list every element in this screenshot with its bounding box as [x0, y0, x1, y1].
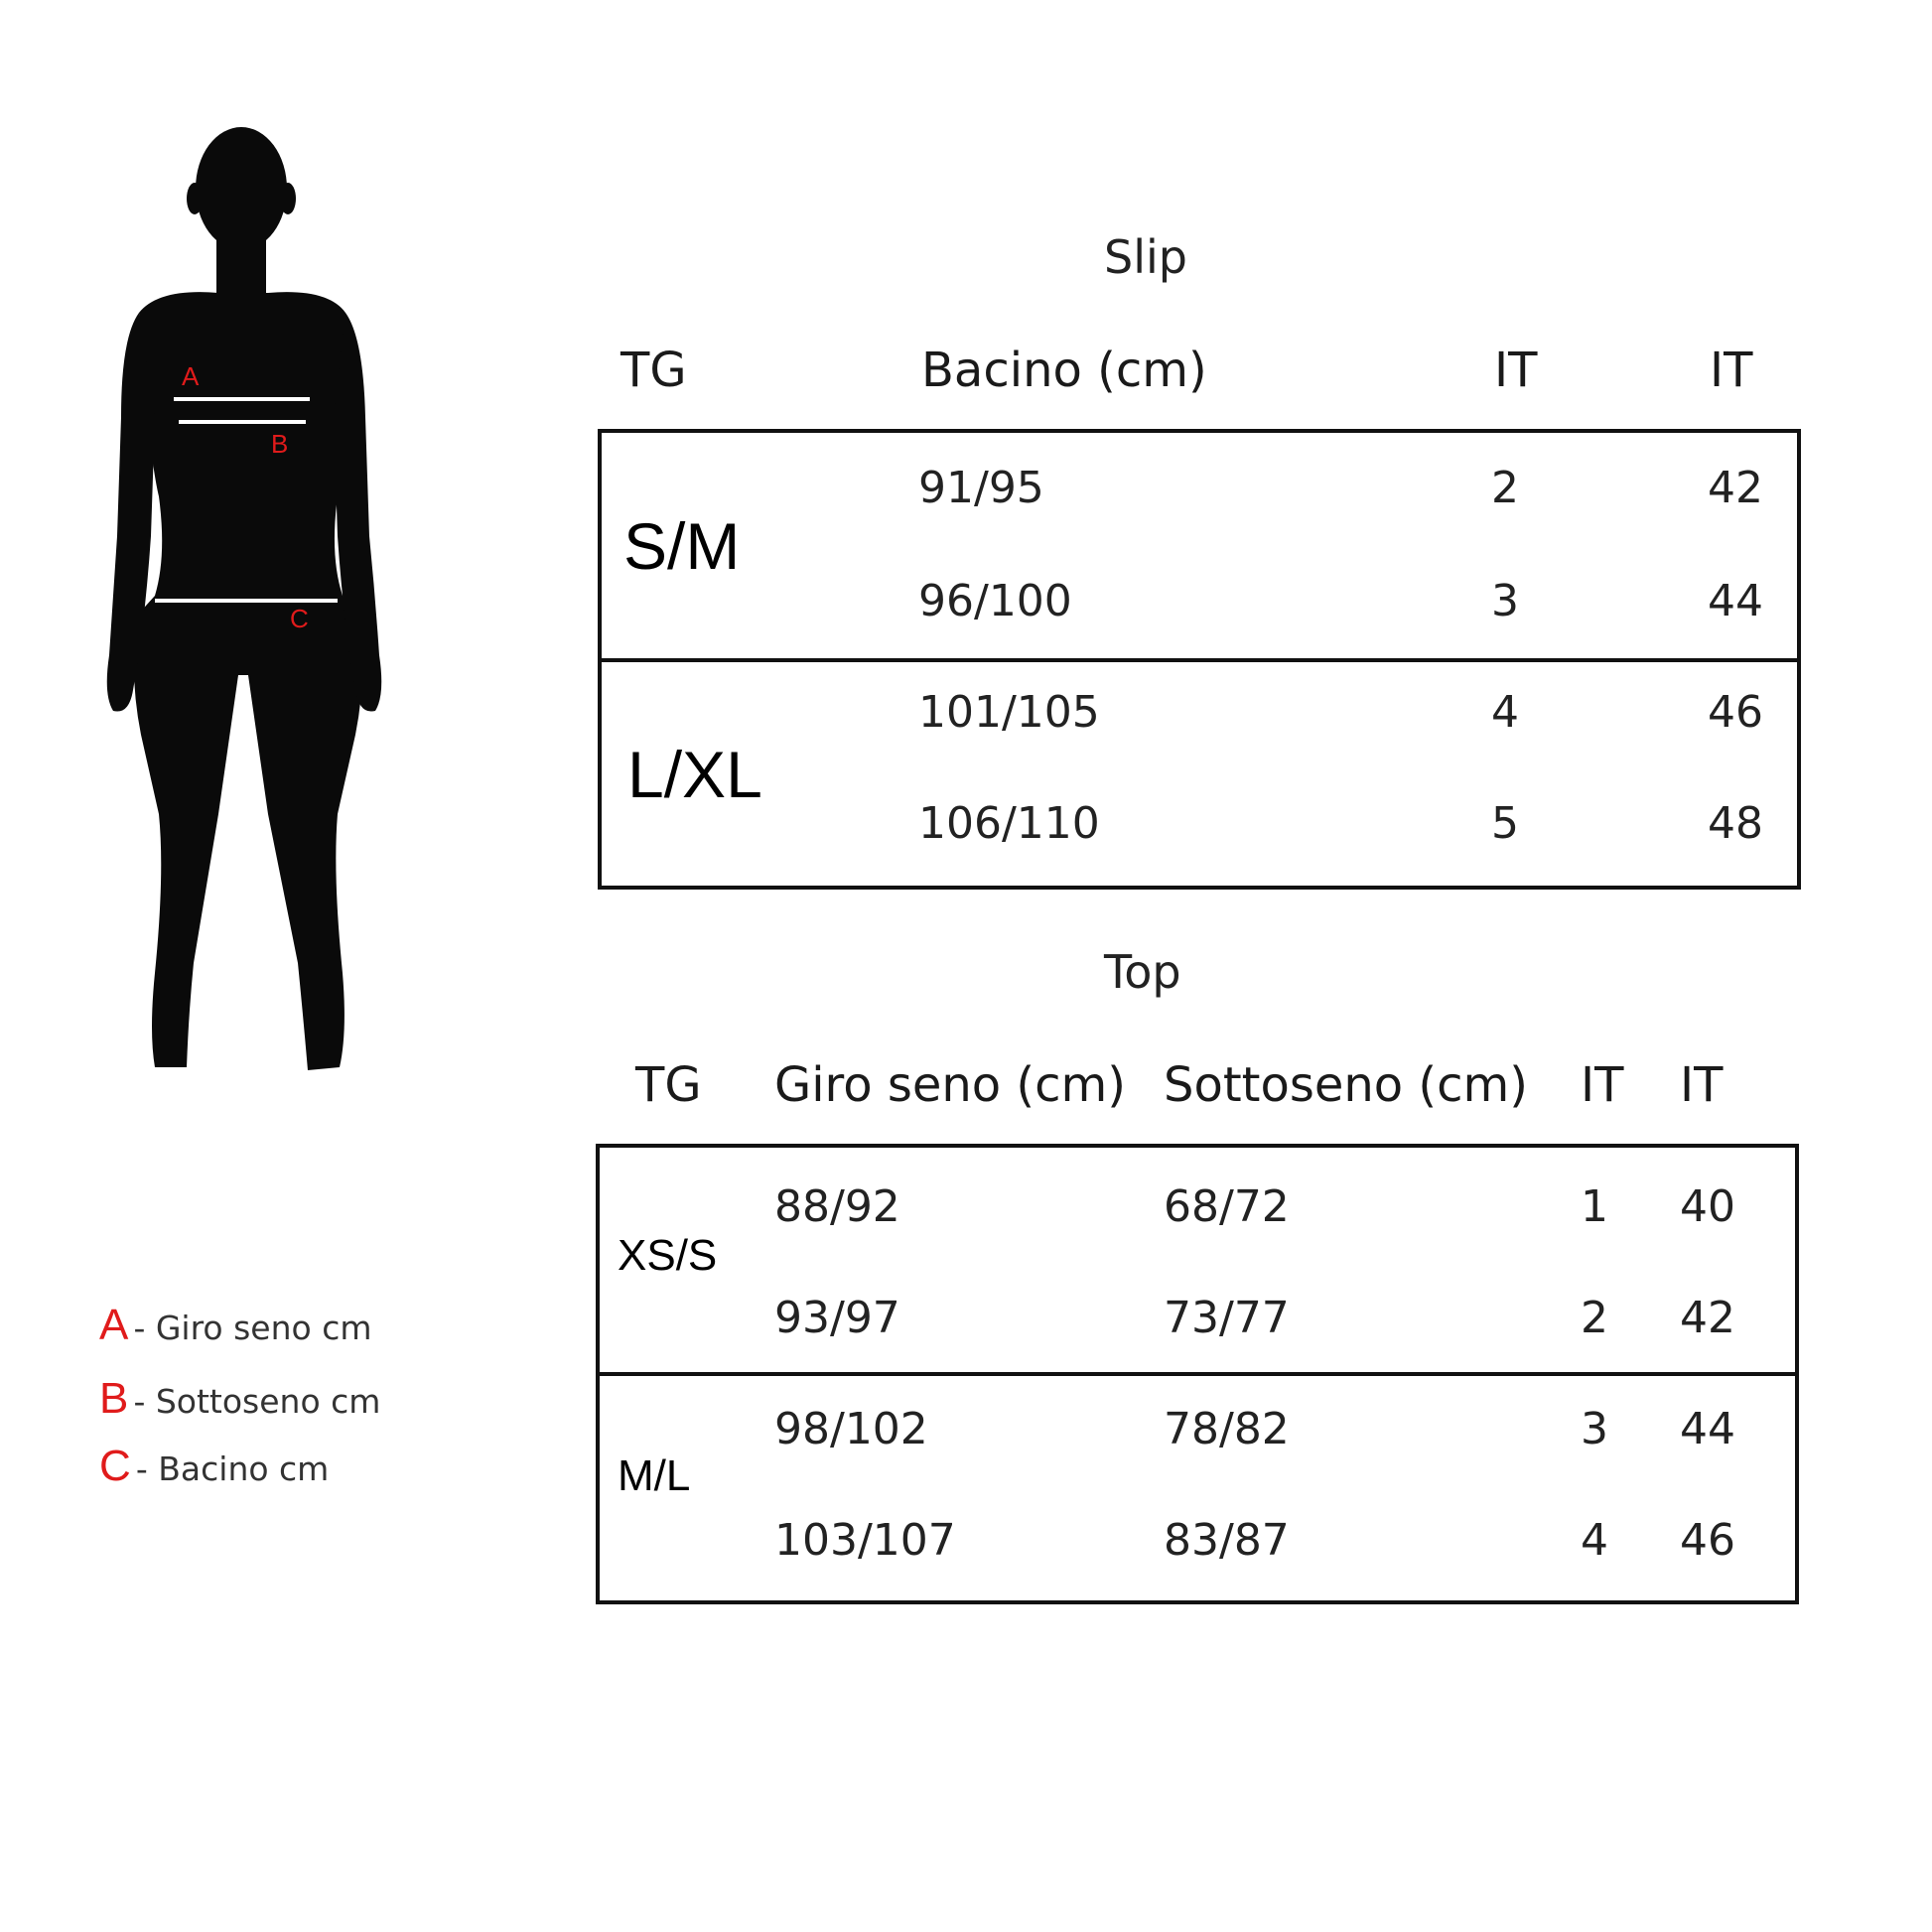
top-header-tg: TG	[635, 1057, 702, 1113]
legend-item-a	[99, 1301, 372, 1350]
slip-cell: 46	[1708, 687, 1763, 738]
legend-text: - Sottoseno cm	[133, 1382, 381, 1421]
top-cell: 2	[1581, 1293, 1608, 1343]
legend-letter: C	[99, 1442, 131, 1490]
top-size-ml: M/L	[618, 1451, 691, 1500]
slip-divider	[598, 658, 1801, 662]
top-header-sottoseno: Sottoseno (cm)	[1164, 1057, 1529, 1113]
slip-size-sm: S/M	[623, 509, 741, 583]
slip-header-bacino: Bacino (cm)	[921, 343, 1207, 398]
slip-header-tg: TG	[621, 343, 687, 398]
top-header-it-2: IT	[1680, 1057, 1724, 1113]
top-cell: 40	[1680, 1181, 1735, 1232]
top-cell: 88/92	[774, 1181, 900, 1232]
slip-cell: 5	[1491, 798, 1519, 849]
slip-cell: 101/105	[918, 687, 1100, 738]
slip-cell: 91/95	[918, 463, 1044, 513]
slip-cell: 44	[1708, 576, 1763, 626]
top-size-xss: XS/S	[618, 1231, 718, 1280]
slip-cell: 106/110	[918, 798, 1100, 849]
body-silhouette	[99, 119, 397, 1092]
top-title: Top	[1104, 945, 1181, 999]
legend-item-c	[99, 1442, 329, 1491]
top-cell: 103/107	[774, 1515, 956, 1566]
top-cell: 4	[1581, 1515, 1608, 1566]
slip-cell: 96/100	[918, 576, 1072, 626]
marker-a: A	[182, 361, 200, 391]
top-cell: 1	[1581, 1181, 1608, 1232]
legend-letter: A	[99, 1301, 129, 1349]
legend-text: - Giro seno cm	[133, 1309, 372, 1347]
top-cell: 46	[1680, 1515, 1735, 1566]
top-cell: 98/102	[774, 1404, 928, 1454]
slip-size-lxl: L/XL	[627, 738, 762, 811]
top-cell: 3	[1581, 1404, 1608, 1454]
marker-c: C	[290, 604, 309, 633]
slip-header-it-2: IT	[1710, 343, 1753, 398]
slip-cell: 48	[1708, 798, 1763, 849]
slip-cell: 4	[1491, 687, 1519, 738]
top-header-it-1: IT	[1581, 1057, 1624, 1113]
legend-item-b	[99, 1374, 380, 1424]
slip-title: Slip	[1104, 230, 1187, 284]
slip-cell: 3	[1491, 576, 1519, 626]
top-cell: 44	[1680, 1404, 1735, 1454]
legend-text: - Bacino cm	[135, 1449, 330, 1488]
top-cell: 73/77	[1164, 1293, 1290, 1343]
top-cell: 42	[1680, 1293, 1735, 1343]
silhouette-icon	[99, 119, 397, 1092]
slip-cell: 2	[1491, 463, 1519, 513]
slip-cell: 42	[1708, 463, 1763, 513]
top-cell: 83/87	[1164, 1515, 1290, 1566]
top-divider	[596, 1372, 1799, 1376]
legend-letter: B	[99, 1374, 129, 1423]
top-cell: 78/82	[1164, 1404, 1290, 1454]
slip-header-it-1: IT	[1494, 343, 1538, 398]
top-cell: 93/97	[774, 1293, 900, 1343]
top-header-giro-seno: Giro seno (cm)	[774, 1057, 1127, 1113]
marker-b: B	[271, 429, 289, 459]
top-cell: 68/72	[1164, 1181, 1290, 1232]
